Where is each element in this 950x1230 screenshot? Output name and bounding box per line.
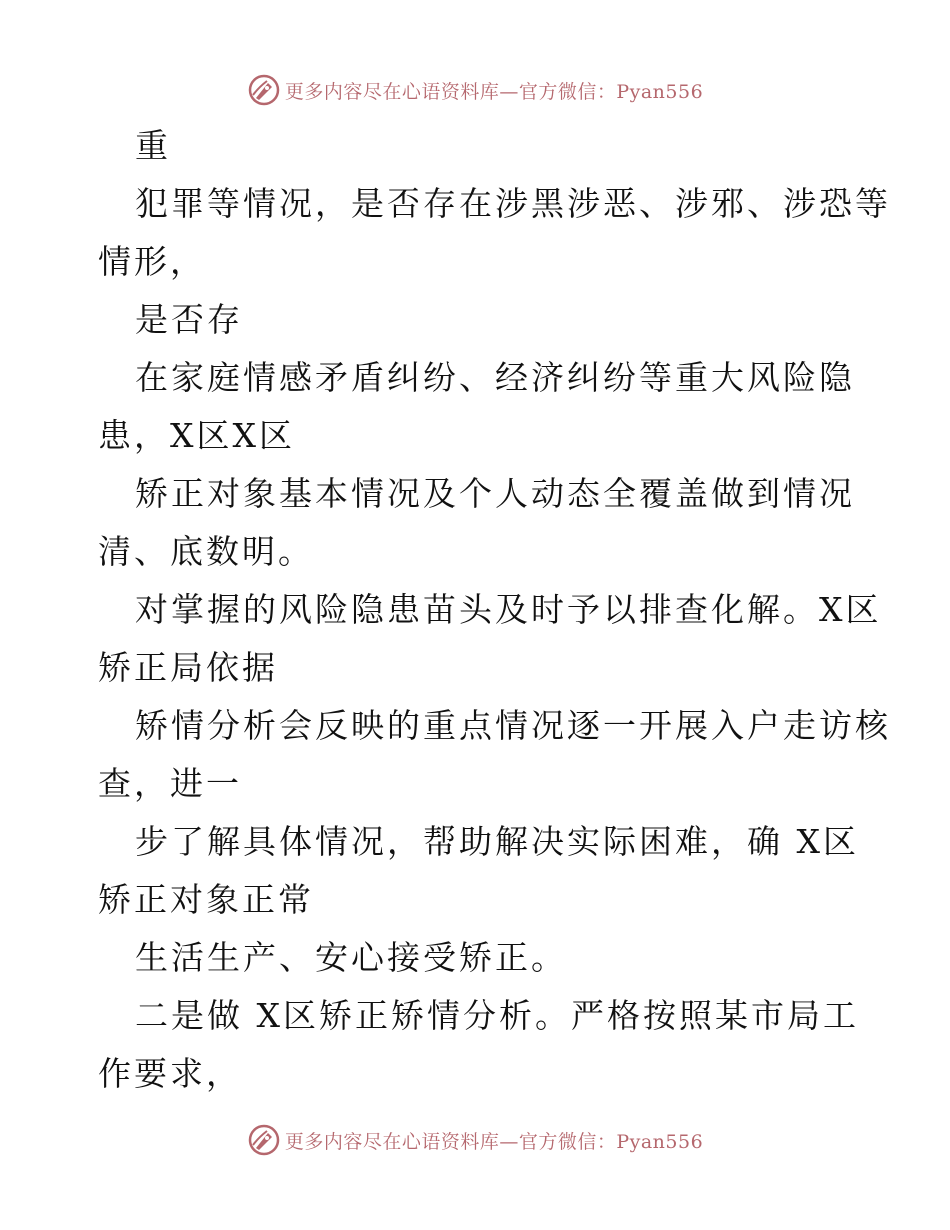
pen-nib-logo-icon (247, 1123, 281, 1157)
text-line: 犯罪等情况，是否存在涉黑涉恶、涉邪、涉恐等 (135, 184, 891, 223)
text-line: 矫正对象正常 (98, 880, 314, 919)
text-line: 矫正对象基本情况及个人动态全覆盖做到情况 (135, 474, 855, 513)
text-line: 是否存 (135, 300, 243, 339)
text-line: 作要求， (98, 1054, 242, 1093)
text-line: 情形， (98, 242, 206, 281)
text-line: 在家庭情感矛盾纠纷、经济纠纷等重大风险隐 (135, 358, 855, 397)
text-line: 对掌握的风险隐患苗头及时予以排查化解。X区 (135, 590, 882, 629)
text-line: 步了解具体情况，帮助解决实际困难，确 X区 (135, 822, 859, 861)
header-watermark-text: 更多内容尽在心语资料库—官方微信：Pyan556 (284, 80, 704, 103)
footer-watermark (0, 1120, 950, 1160)
text-line: 患，X区X区 (98, 416, 295, 455)
text-line: 清、底数明。 (98, 532, 314, 571)
text-line: 生活生产、安心接受矫正。 (135, 938, 567, 977)
pen-nib-logo-icon (247, 73, 281, 107)
text-line: 二是做 X区矫正矫情分析。严格按照某市局工 (135, 996, 859, 1035)
header-watermark (0, 70, 950, 110)
footer-watermark-text: 更多内容尽在心语资料库—官方微信：Pyan556 (284, 1130, 704, 1153)
text-line: 查，进一 (98, 764, 242, 803)
text-line: 矫正局依据 (98, 648, 278, 687)
text-line: 重 (135, 126, 171, 165)
text-line: 矫情分析会反映的重点情况逐一开展入户走访核 (135, 706, 891, 745)
